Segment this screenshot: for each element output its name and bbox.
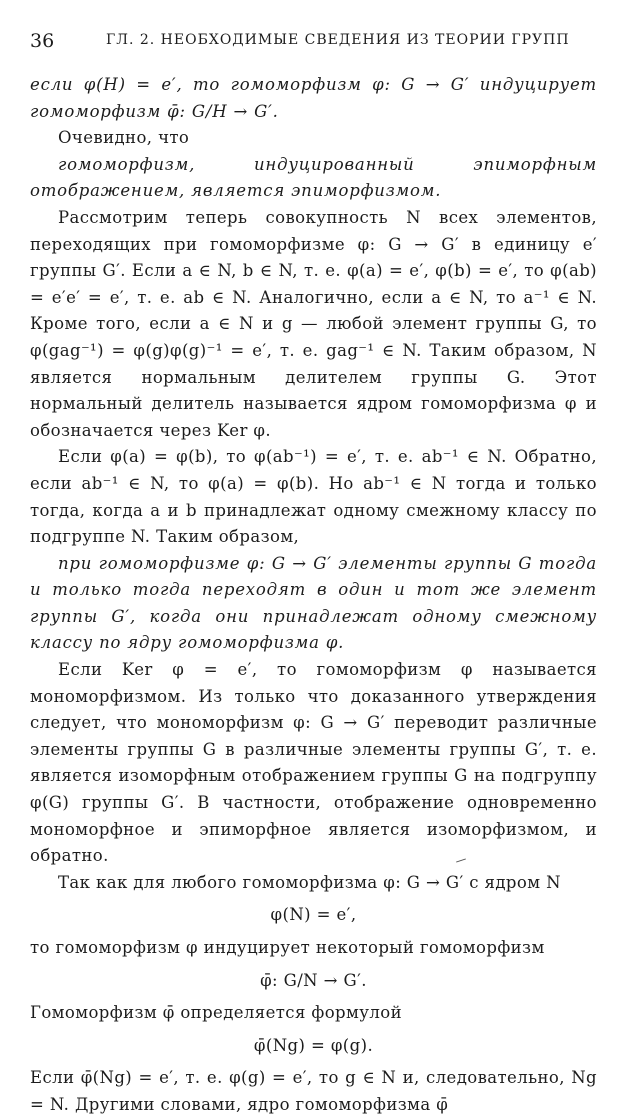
paragraph-obviously: Очевидно, что (58, 128, 190, 148)
paragraph-kernel-n: Так как для любого гомоморфизма φ: G → G′ с ядром N (58, 872, 561, 892)
equation-phi-n: φ(N) = e′, (270, 905, 357, 925)
page-body (30, 72, 597, 1119)
paragraph-formula: Гомоморфизм φ̄ определяется формулой (30, 1003, 402, 1023)
page-header (30, 30, 605, 56)
paragraph-kernel-phi-bar: Если φ̄(Ng) = e′, т. е. φ(g) = e′, то g ∈ N и, следовательно, Ng = N. Другими словами, ядро гомоморфизма φ̄ (30, 1068, 597, 1114)
paragraph-induces: то гомоморфизм φ индуцирует некоторый гомоморфизм (30, 938, 545, 957)
page-number: 36 (30, 30, 55, 52)
running-head: ГЛ. 2. НЕОБХОДИМЫЕ СВЕДЕНИЯ ИЗ ТЕОРИИ ГРУПП (106, 32, 570, 48)
paragraph-kernel-definition: Рассмотрим теперь совокупность N всех элементов, переходящих при гомоморфизме φ: G → G′ в единицу e′ группы G′. Если a ∈ N, b ∈ N, т. е. φ(a) = e′, φ(b) = e′, то φ(ab) = e′e′ = e′, т. е. ab ∈ N. Аналогично, если a ∈ N, то a⁻¹ ∈ N. Кроме того, если a ∈ N и g — любой элемент группы G, то φ(gag⁻¹) = φ(g)φ(g)⁻¹ = e′, т. е. gag⁻¹ ∈ N. Таким образом, N является нормальным делителем группы G. Этот нормальный делитель называется ядром гомоморфизма φ и обозначается через Ker φ. (30, 207, 597, 440)
paragraph-cosets: Если φ(a) = φ(b), то φ(ab⁻¹) = e′, т. е. ab⁻¹ ∈ N. Обратно, если ab⁻¹ ∈ N, то φ(a) = φ(b). Но ab⁻¹ ∈ N тогда и только тогда, когда a и b принадлежат одному смежному классу по подгруппе N. Таким образом, (30, 447, 597, 547)
statement-epimorphism: гомоморфизм, индуцированный эпиморфным отображением, является эпиморфизмом. (30, 154, 597, 201)
equation-phi-bar-ng: φ̄(Ng) = φ(g). (253, 1035, 374, 1055)
equation-quotient-map: φ̄: G/N → G′. (260, 970, 367, 990)
statement-coset-theorem: при гомоморфизме φ: G → G′ элементы группы G тогда и только тогда переходят в один и тот же элемент группы G′, когда они принадлежат одному смежному классу по ядру гомоморфизма φ. (30, 553, 597, 653)
paragraph-monomorphism: Если Ker φ = e′, то гомоморфизм φ называется мономорфизмом. Из только что доказанного утверждения следует, что мономорфизм φ: G → G′ переводит различные элементы группы G в различные элементы группы G′, т. е. является изоморфным отображением группы G на подгруппу φ(G) группы G′. В частности, отображение одновременно мономорфное и эпиморфное является изоморфизмом, и обратно. (30, 660, 597, 866)
statement-induced-homomorphism: если φ(H) = e′, то гомоморфизм φ: G → G′ индуцирует гомоморфизм φ̄: G/H → G′. (30, 75, 597, 121)
